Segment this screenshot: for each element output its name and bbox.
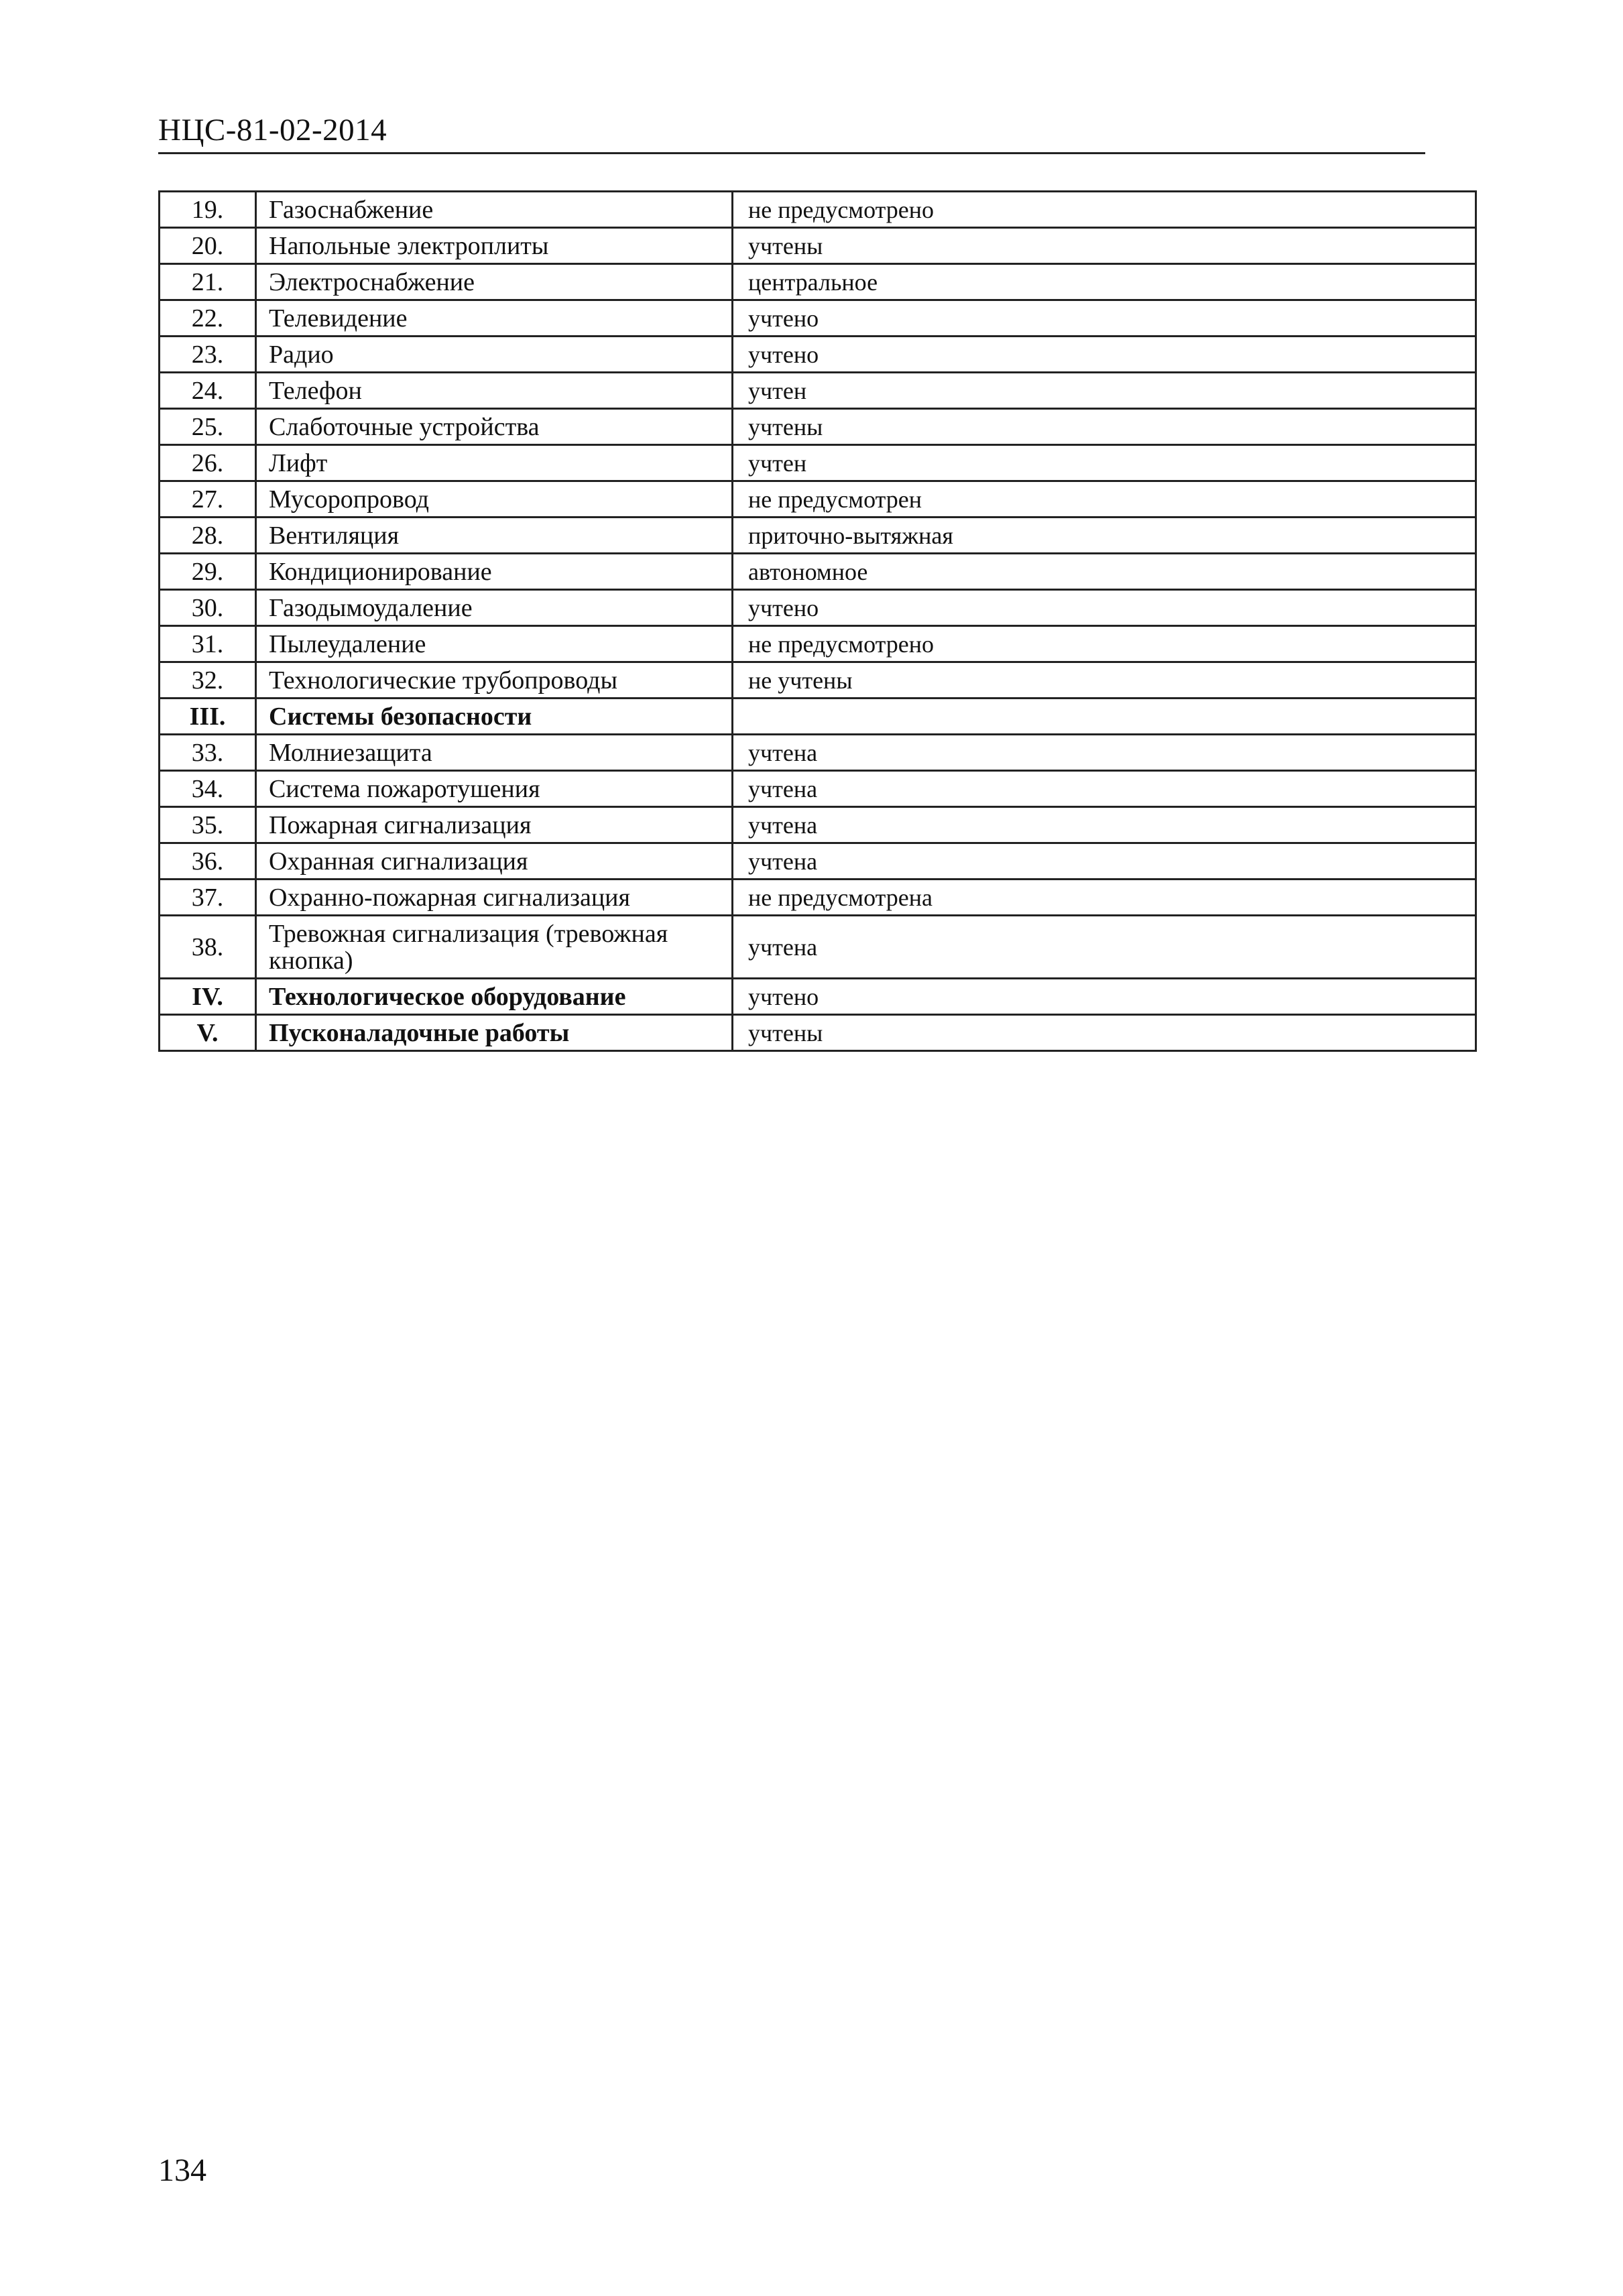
table-row xyxy=(160,337,1476,373)
item-value-cell: учтено xyxy=(733,337,1476,373)
item-name-cell: Молниезащита xyxy=(256,735,733,771)
table-row xyxy=(160,373,1476,409)
item-value-cell: автономное xyxy=(733,554,1476,590)
item-value-cell: центральное xyxy=(733,264,1476,300)
table-row xyxy=(160,662,1476,699)
row-number-cell: 22. xyxy=(160,300,256,337)
table-row xyxy=(160,771,1476,807)
item-name-cell: Охранная сигнализация xyxy=(256,843,733,880)
item-name-cell: Лифт xyxy=(256,445,733,481)
item-name-cell: Пусконаладочные работы xyxy=(256,1015,733,1051)
row-number-cell: 21. xyxy=(160,264,256,300)
table-row xyxy=(160,192,1476,228)
item-value-cell: учтено xyxy=(733,300,1476,337)
row-number-cell: 38. xyxy=(160,916,256,979)
item-name-cell: Технологические трубопроводы xyxy=(256,662,733,699)
item-value-cell: приточно-вытяжная xyxy=(733,518,1476,554)
item-name-cell: Мусоропровод xyxy=(256,481,733,518)
item-value-cell: учтена xyxy=(733,843,1476,880)
item-value-cell: учтен xyxy=(733,445,1476,481)
item-name-cell: Слаботочные устройства xyxy=(256,409,733,445)
table-row xyxy=(160,481,1476,518)
item-name-cell: Телевидение xyxy=(256,300,733,337)
item-name-cell: Вентиляция xyxy=(256,518,733,554)
row-number-cell: 28. xyxy=(160,518,256,554)
table-row xyxy=(160,409,1476,445)
row-number-cell: 32. xyxy=(160,662,256,699)
row-number-cell: 24. xyxy=(160,373,256,409)
table-row xyxy=(160,228,1476,264)
table-row xyxy=(160,300,1476,337)
item-name-cell: Телефон xyxy=(256,373,733,409)
table-row xyxy=(160,916,1476,979)
item-value-cell: учтены xyxy=(733,1015,1476,1051)
item-value-cell: учтена xyxy=(733,735,1476,771)
row-number-cell: 26. xyxy=(160,445,256,481)
item-value-cell: учтены xyxy=(733,228,1476,264)
section-row xyxy=(160,979,1476,1015)
table-row xyxy=(160,445,1476,481)
item-name-cell: Система пожаротушения xyxy=(256,771,733,807)
table-row xyxy=(160,880,1476,916)
item-name-cell: Кондиционирование xyxy=(256,554,733,590)
table-row xyxy=(160,264,1476,300)
row-number-cell: V. xyxy=(160,1015,256,1051)
table-row xyxy=(160,518,1476,554)
item-value-cell: учтена xyxy=(733,771,1476,807)
item-value-cell: не учтены xyxy=(733,662,1476,699)
item-value-cell xyxy=(733,699,1476,735)
item-value-cell: учтен xyxy=(733,373,1476,409)
item-name-cell: Пожарная сигнализация xyxy=(256,807,733,843)
item-value-cell: учтено xyxy=(733,979,1476,1015)
row-number-cell: 20. xyxy=(160,228,256,264)
row-number-cell: 30. xyxy=(160,590,256,626)
section-row xyxy=(160,699,1476,735)
item-value-cell: не предусмотрено xyxy=(733,192,1476,228)
item-name-cell: Газодымоудаление xyxy=(256,590,733,626)
row-number-cell: 35. xyxy=(160,807,256,843)
row-number-cell: 25. xyxy=(160,409,256,445)
item-name-cell: Охранно-пожарная сигнализация xyxy=(256,880,733,916)
specification-table xyxy=(158,190,1477,1052)
document-code-header: НЦС-81-02-2014 xyxy=(158,113,387,147)
item-name-cell: Пылеудаление xyxy=(256,626,733,662)
item-name-cell: Электроснабжение xyxy=(256,264,733,300)
item-name-cell: Системы безопасности xyxy=(256,699,733,735)
item-name-cell: Газоснабжение xyxy=(256,192,733,228)
header-divider xyxy=(158,152,1425,154)
row-number-cell: 23. xyxy=(160,337,256,373)
page-number: 134 xyxy=(158,2153,206,2188)
item-value-cell: не предусмотрена xyxy=(733,880,1476,916)
row-number-cell: 31. xyxy=(160,626,256,662)
row-number-cell: 19. xyxy=(160,192,256,228)
table-row xyxy=(160,807,1476,843)
item-name-cell: Технологическое оборудование xyxy=(256,979,733,1015)
item-value-cell: учтена xyxy=(733,807,1476,843)
table-body xyxy=(160,192,1476,1051)
table-row xyxy=(160,735,1476,771)
item-name-cell: Тревожная сигнализация (тревожная кнопка) xyxy=(256,916,733,979)
row-number-cell: 29. xyxy=(160,554,256,590)
row-number-cell: IV. xyxy=(160,979,256,1015)
item-value-cell: учтено xyxy=(733,590,1476,626)
item-value-cell: не предусмотрено xyxy=(733,626,1476,662)
item-name-cell: Напольные электроплиты xyxy=(256,228,733,264)
row-number-cell: 37. xyxy=(160,880,256,916)
table-row xyxy=(160,554,1476,590)
row-number-cell: 36. xyxy=(160,843,256,880)
row-number-cell: 34. xyxy=(160,771,256,807)
table-row xyxy=(160,590,1476,626)
row-number-cell: 33. xyxy=(160,735,256,771)
row-number-cell: III. xyxy=(160,699,256,735)
item-value-cell: учтена xyxy=(733,916,1476,979)
row-number-cell: 27. xyxy=(160,481,256,518)
item-value-cell: не предусмотрен xyxy=(733,481,1476,518)
item-value-cell: учтены xyxy=(733,409,1476,445)
table-row xyxy=(160,843,1476,880)
item-name-cell: Радио xyxy=(256,337,733,373)
section-row xyxy=(160,1015,1476,1051)
table-row xyxy=(160,626,1476,662)
